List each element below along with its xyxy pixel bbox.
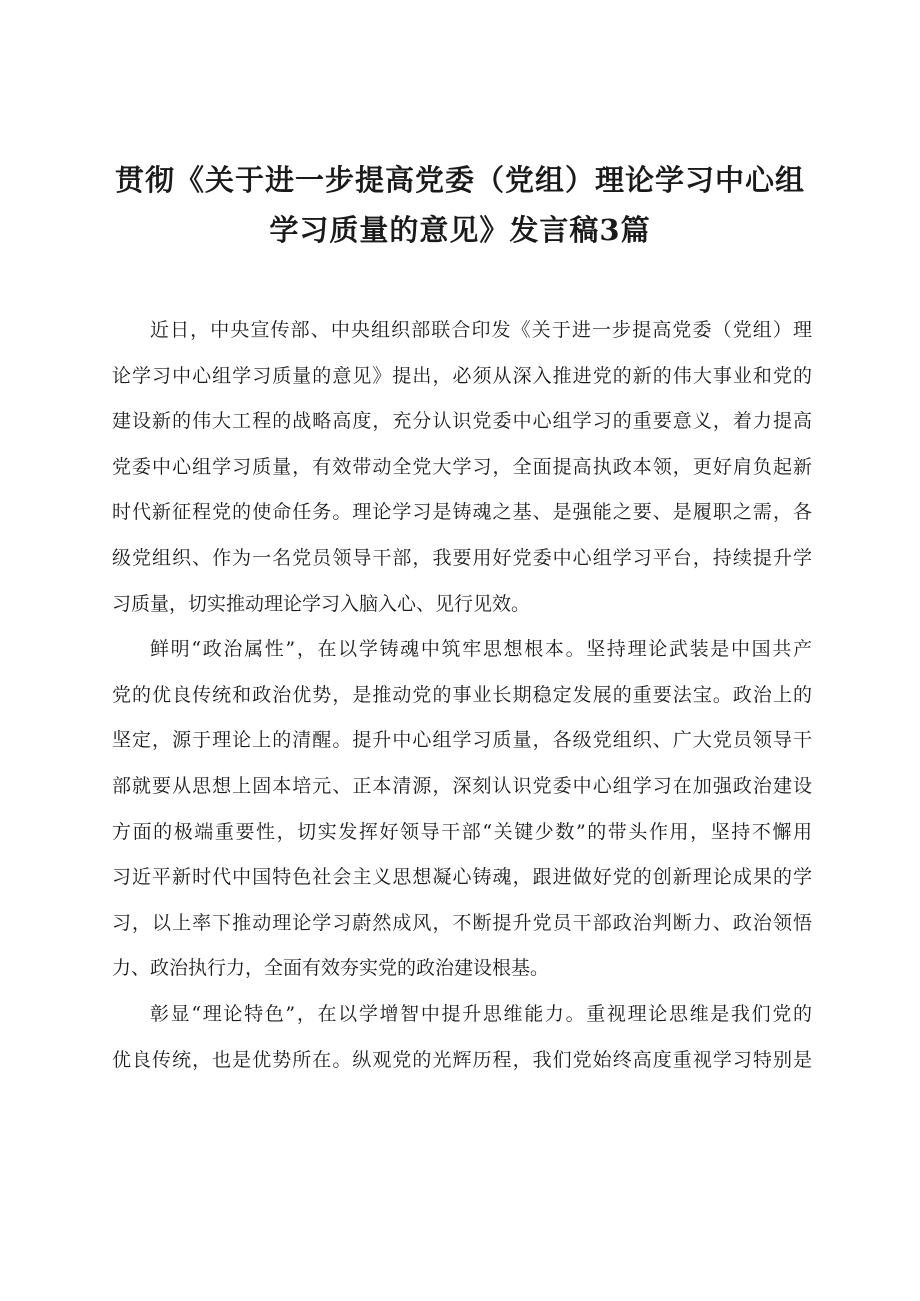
paragraph-line: 彰显“理论特色”，在以学增智中提升思维能力。重视理论思维是我们党的 [150,1002,812,1025]
paragraph-line: 党的优良传统和政治优势，是推动党的事业长期稳定发展的重要法宝。政治上的 [112,683,812,706]
paragraph-line: 级党组织、作为一名党员领导干部，我要用好党委中心组学习平台，持续提升学 [112,546,812,569]
paragraph-line: 近日，中央宣传部、中央组织部联合印发《关于进一步提高党委（党组）理 [150,319,812,341]
paragraph-line: 部就要从思想上固本培元、正本清源，深刻认识党委中心组学习在加强政治建设 [112,774,812,797]
title-line-2: 学习质量的意见》发言稿3篇 [269,213,651,248]
paragraph-line: 优良传统，也是优势所在。纵观党的光辉历程，我们党始终高度重视学习特别是 [112,1048,812,1071]
document-title [110,155,810,255]
paragraph-line: 力、政治执行力，全面有效夯实党的政治建设根基。 [112,957,550,980]
paragraph-line: 习质量，切实推动理论学习入脑入心、见行见效。 [112,592,531,615]
paragraph-line: 习，以上率下推动理论学习蔚然成风，不断提升党员干部政治判断力、政治领悟 [112,911,812,934]
paragraph-line: 鲜明“政治属性”，在以学铸魂中筑牢思想根本。坚持理论武装是中国共产 [150,638,812,661]
paragraph-line: 坚定，源于理论上的清醒。提升中心组学习质量，各级党组织、广大党员领导干 [112,729,812,752]
paragraph-line: 方面的极端重要性，切实发挥好领导干部“关键少数”的带头作用，坚持不懈用 [112,820,812,843]
paragraph-3 [112,992,812,1083]
document-body [112,308,812,1083]
paragraph-line: 建设新的伟大工程的战略高度，充分认识党委中心组学习的重要意义，着力提高 [112,410,812,433]
paragraph-line: 习近平新时代中国特色社会主义思想凝心铸魂，跟进做好党的创新理论成果的学 [112,866,812,889]
paragraph-line: 时代新征程党的使命任务。理论学习是铸魂之基、是强能之要、是履职之需，各 [112,501,812,524]
paragraph-line: 党委中心组学习质量，有效带动全党大学习，全面提高执政本领，更好肩负起新 [112,455,812,478]
paragraph-1 [112,308,812,627]
paragraph-2 [112,627,812,992]
paragraph-line: 论学习中心组学习质量的意见》提出，必须从深入推进党的新的伟大事业和党的 [112,364,812,387]
title-line-1: 贯彻《关于进一步提高党委（党组）理论学习中心组 [114,163,805,198]
